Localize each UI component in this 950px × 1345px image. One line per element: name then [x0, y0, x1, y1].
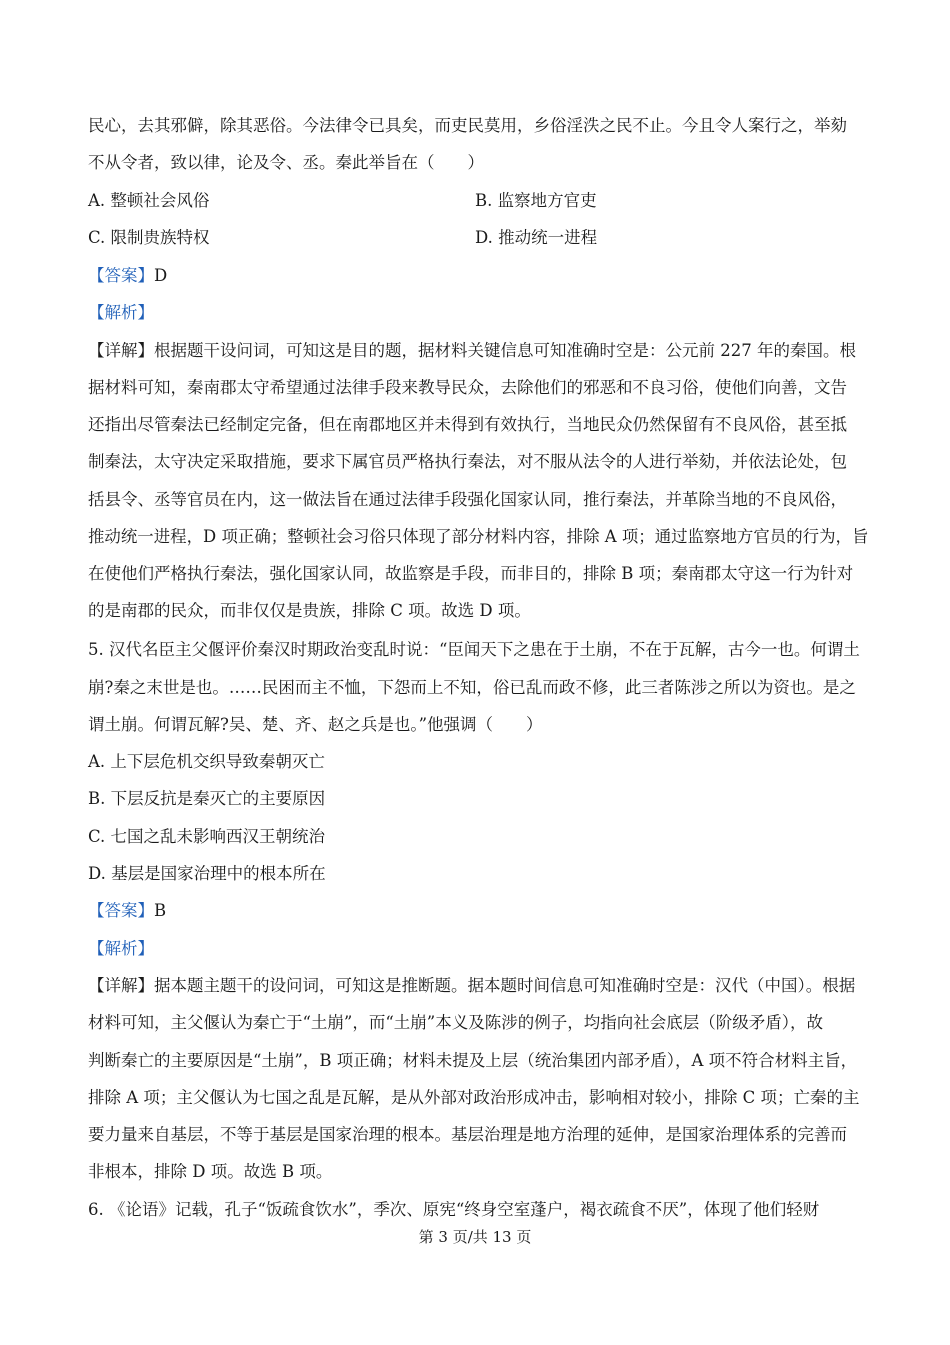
q4-detail-line-2: 据材料可知，秦南郡太守希望通过法律手段来教导民众，去除他们的邪恶和不良习俗，使他们向善，文告 [88, 378, 847, 397]
q4-detail-text-1: 根据题干设问词，可知这是目的题，据材料关键信息可知准确时空是：公元前 227 年的秦国。根 [154, 341, 856, 360]
analysis-tag: 【解析】 [88, 303, 154, 322]
q4-detail-line-8: 的是南郡的民众，而非仅仅是贵族，排除 C 项。故选 D 项。 [88, 601, 531, 620]
q5-answer-value: B [154, 901, 167, 920]
q5-option-c: C. 七国之乱未影响西汉王朝统治 [88, 827, 326, 846]
q5-analysis-line [88, 938, 868, 960]
detail-tag: 【详解】 [88, 341, 154, 360]
analysis-tag: 【解析】 [88, 939, 154, 958]
q4-option-a: A. 整顿社会风俗 [88, 191, 210, 210]
q5-detail-line-4: 排除 A 项；主父偃认为七国之乱是瓦解，是从外部对政治形成冲击，影响相对较小，排除 C 项；亡秦的主 [88, 1088, 860, 1107]
q4-detail-line-6: 推动统一进程，D 项正确；整顿社会习俗只体现了部分材料内容，排除 A 项；通过监察地方官员的行为，旨 [88, 527, 869, 546]
q5-detail-line-6: 非根本，排除 D 项。故选 B 项。 [88, 1162, 333, 1181]
q5-detail-line-1 [88, 975, 868, 997]
q5-stem-line-3: 谓土崩。何谓瓦解?吴、楚、齐、赵之兵是也。”他强调（ ） [88, 715, 543, 734]
q4-stem-line-1: 民心，去其邪僻，除其恶俗。今法律令已具矣，而吏民莫用，乡俗淫泆之民不止。今且令人案行之，举劾 [88, 116, 847, 135]
q4-detail-line-3: 还指出尽管秦法已经制定完备，但在南郡地区并未得到有效执行，当地民众仍然保留有不良风俗，甚至抵 [88, 415, 847, 434]
q4-detail-line-5: 括县令、丞等官员在内，这一做法旨在通过法律手段强化国家认同，推行秦法，并革除当地的不良风俗， [88, 490, 847, 509]
q4-detail-line-4: 制秦法，太守决定采取措施，要求下属官员严格执行秦法，对不服从法令的人进行举劾，并依法论处，包 [88, 452, 847, 471]
q4-option-d: D. 推动统一进程 [475, 228, 598, 247]
detail-tag: 【详解】 [88, 976, 154, 995]
q4-stem-line-2: 不从令者，致以律，论及令、丞。秦此举旨在（ ） [88, 153, 484, 172]
q4-analysis-line [88, 302, 868, 324]
answer-tag: 【答案】 [88, 266, 154, 285]
q4-option-c: C. 限制贵族特权 [88, 228, 210, 247]
q5-detail-line-3: 判断秦亡的主要原因是“土崩”，B 项正确；材料未提及上层（统治集团内部矛盾），A 项不符合材料主旨， [88, 1051, 858, 1070]
answer-tag: 【答案】 [88, 901, 154, 920]
q5-detail-line-5: 要力量来自基层，不等于基层是国家治理的根本。基层治理是地方治理的延伸，是国家治理体系的完善而 [88, 1125, 847, 1144]
q5-option-a: A. 上下层危机交织导致秦朝灭亡 [88, 752, 325, 771]
q4-detail-line-7: 在使他们严格执行秦法，强化国家认同，故监察是手段，而非目的，排除 B 项；秦南郡太守这一行为针对 [88, 564, 854, 583]
q5-option-d: D. 基层是国家治理中的根本所在 [88, 864, 326, 883]
q4-detail-line-1 [88, 340, 868, 362]
q5-detail-text-1: 据本题主题干的设问词，可知这是推断题。据本题时间信息可知准确时空是：汉代（中国）。根据 [154, 976, 856, 995]
q5-stem-line-1: 5. 汉代名臣主父偃评价秦汉时期政治变乱时说：“臣闻天下之患在于土崩，不在于瓦解，古今一也。何谓土 [88, 640, 860, 659]
q5-answer-line [88, 900, 868, 922]
q4-option-b: B. 监察地方官吏 [475, 191, 597, 210]
q6-stem-line-1: 6. 《论语》记载，孔子“饭疏食饮水”，季次、原宪“终身空室蓬户，褐衣疏食不厌”，体现了他们轻财 [88, 1200, 820, 1219]
q4-answer-line [88, 265, 868, 287]
q5-detail-line-2: 材料可知，主父偃认为秦亡于“土崩”，而“土崩”本义及陈涉的例子，均指向社会底层（阶级矛盾），故 [88, 1013, 823, 1032]
q4-answer-value: D [154, 266, 168, 285]
q5-option-b: B. 下层反抗是秦灭亡的主要原因 [88, 789, 326, 808]
page-number: 第 3 页/共 13 页 [418, 1228, 532, 1246]
q5-stem-line-2: 崩?秦之末世是也。……民困而主不恤，下怨而上不知，俗已乱而政不修，此三者陈涉之所以为资也。是之 [88, 678, 856, 697]
